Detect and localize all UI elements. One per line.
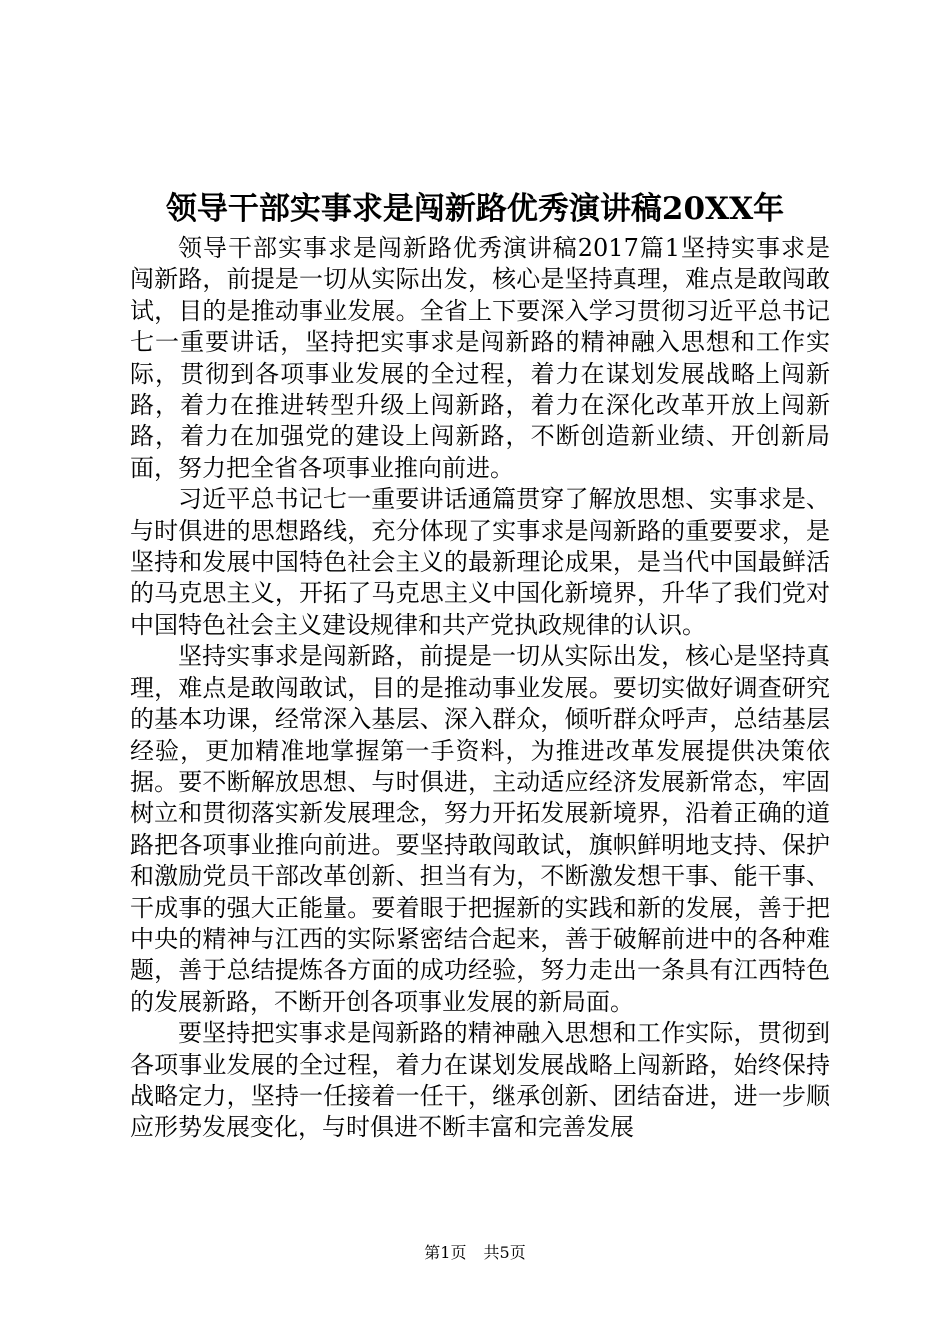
- document-title: 领导干部实事求是闯新路优秀演讲稿20XX年: [165, 191, 785, 227]
- page-total: 共5页: [483, 1243, 526, 1262]
- paragraph: 坚持实事求是闯新路，前提是一切从实际出发，核心是坚持真理，难点是敢闯敢试，目的是推动事业发展。要切实做好调查研究的基本功课，经常深入基层、深入群众，倾听群众呼声，总结基层经验，更加精准地掌握第一手资料，为推进改革发展提供决策依据。要不断解放思想、与时俱进，主动适应经济发展新常态，牢固树立和贯彻落实新发展理念，努力开拓发展新境界，沿着正确的道路把各项事业推向前进。要坚持敢闯敢试，旗帜鲜明地支持、保护和激励党员干部改革创新、担当有为，不断激发想干事、能干事、干成事的强大正能量。要着眼于把握新的实践和新的发展，善于把中央的精神与江西的实际紧密结合起来，善于破解前进中的各种难题，善于总结提炼各方面的成功经验，努力走出一条具有江西特色的发展新路，不断开创各项事业发展的新局面。: [130, 642, 830, 1016]
- page-footer: [0, 1242, 950, 1264]
- paragraph: 要坚持把实事求是闯新路的精神融入思想和工作实际，贯彻到各项事业发展的全过程，着力在谋划发展战略上闯新路，始终保持战略定力，坚持一任接着一任干，继承创新、团结奋进，进一步顺应形势发展变化，与时俱进不断丰富和完善发展: [130, 1019, 830, 1142]
- paragraph: 领导干部实事求是闯新路优秀演讲稿2017篇1坚持实事求是闯新路，前提是一切从实际出发，核心是坚持真理，难点是敢闯敢试，目的是推动事业发展。全省上下要深入学习贯彻习近平总书记七一重要讲话，坚持把实事求是闯新路的精神融入思想和工作实际，贯彻到各项事业发展的全过程，着力在谋划发展战略上闯新路，着力在推进转型升级上闯新路，着力在深化改革开放上闯新路，着力在加强党的建设上闯新路，不断创造新业绩、开创新局面，努力把全省各项事业推向前进。: [130, 234, 830, 482]
- document-body: [130, 233, 830, 1144]
- page-number: 第1页: [424, 1243, 467, 1262]
- paragraph: 习近平总书记七一重要讲话通篇贯穿了解放思想、实事求是、与时俱进的思想路线，充分体现了实事求是闯新路的重要要求，是坚持和发展中国特色社会主义的最新理论成果，是当代中国最鲜活的马克思主义，开拓了马克思主义中国化新境界，升华了我们党对中国特色社会主义建设规律和共产党执政规律的认识。: [130, 485, 830, 639]
